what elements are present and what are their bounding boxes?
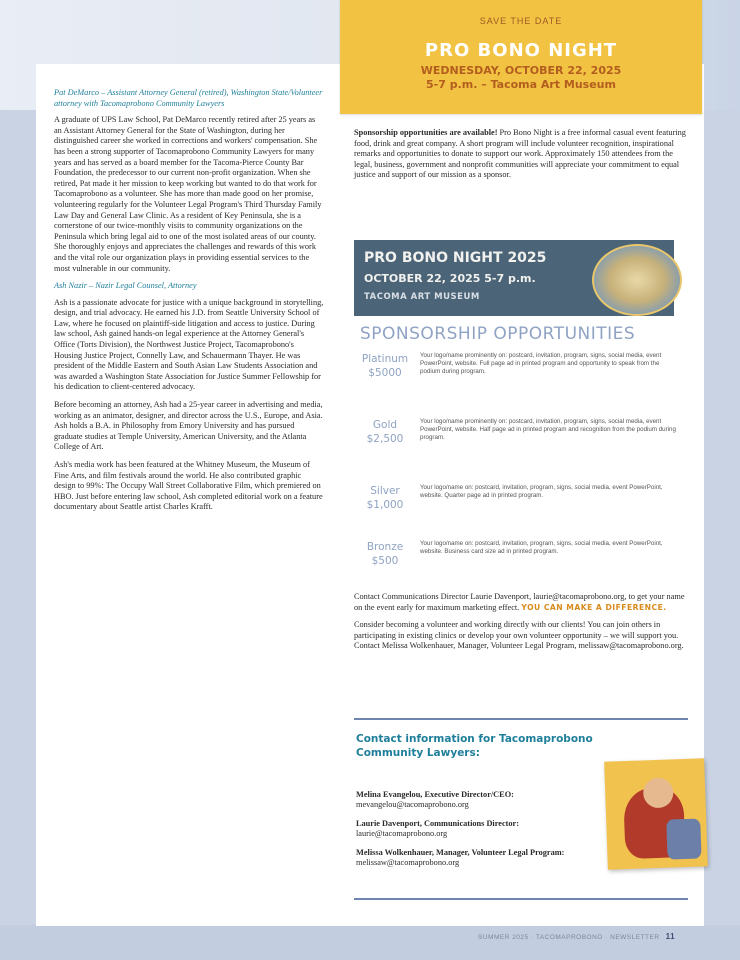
- tier-gold: [360, 418, 676, 478]
- sponsorship-intro-lead: Sponsorship opportunities are available!: [354, 128, 498, 137]
- contact-email[interactable]: mevangelou@tacomaprobono.org: [356, 800, 469, 810]
- tier-label: Bronze $500: [366, 541, 404, 567]
- pbn-graphic-date: OCTOBER 22, 2025 5-7 p.m.: [364, 272, 536, 285]
- volunteer-invite-paragraph: Consider becoming a volunteer and working directly with our clients! You can join others in participating in existing clinics or develop your own volunteer opportunity – we will support you. Contact Melissa Wolkenhauer, Manager, Volunteer Legal Program, melissaw@tacomaprobono.org.: [354, 620, 684, 651]
- contact-item: [356, 819, 602, 840]
- volunteer-bio-nazir-1: Ash is a passionate advocate for justice with a unique background in storytelling, design, and trial advocacy. He earned his J.D. from Seattle University School of Law, where he focused on plaintiff-side litigation and access to justice. During law school, Ash gained hands-on legal experience at the Attorney General's Office (Torts Division), the Northwest Justice Project, Tacomaprobono's Housing Justice Project, Connelly Law, and Schauermann Thayer. He was president of the Middle Eastern and South Asian Law Students Association and was awarded a Washington State Association for Justice Summer Fellowship for his dedication to client-centered advocacy.: [54, 297, 324, 392]
- sponsor-contact-text: Contact Communications Director Laurie Davenport, laurie@tacomaprobono.org, to get your name on the event early for maximum marketing effect.: [354, 592, 685, 612]
- left-column: [54, 88, 324, 520]
- tier-platinum: [360, 352, 676, 412]
- right-column: [354, 128, 688, 188]
- divider-top: [354, 718, 688, 720]
- contact-item: [356, 790, 602, 811]
- divider-bottom: [354, 898, 688, 900]
- volunteer-heading-nazir: Ash Nazir – Nazir Legal Counsel, Attorney: [54, 281, 197, 291]
- contact-email[interactable]: melissaw@tacomaprobono.org: [356, 858, 460, 868]
- page-number: 11: [665, 932, 676, 941]
- volunteer-bio-nazir-2: Before becoming an attorney, Ash had a 25-year career in advertising and media, working as an animator, designer, and director across the U.S., Europe, and Asia. Ash holds a B.A. in Philosophy from Emory University and has pursued graduate studies at Temple University, American University, and the Atlanta College of Art.: [54, 400, 323, 452]
- pro-bono-night-2025-graphic: [354, 240, 674, 316]
- tier-silver: [360, 484, 676, 544]
- banner-time: 5-7 p.m. – Tacoma Art Museum: [426, 78, 616, 91]
- pbn-graphic-title: PRO BONO NIGHT 2025: [364, 250, 547, 266]
- right-column-lower: [354, 592, 688, 659]
- contact-item: [356, 848, 602, 869]
- tier-description: Your logo/name prominently on: postcard, invitation, program, signs, social media, event PowerPoint, website. Half page ad in printed program and recognition from the podium during program.: [420, 418, 676, 442]
- contact-name: Melissa Wolkenhauer, Manager, Volunteer Legal Program:: [356, 847, 565, 857]
- tier-description: Your logo/name prominently on: postcard, invitation, program, signs, social media, event PowerPoint, website. Full page ad in printed program and opportunity to speak from the podium during program.: [420, 352, 662, 376]
- banner-kicker: SAVE THE DATE: [479, 16, 563, 26]
- museum-artwork-image: [592, 244, 682, 316]
- artwork-photo: [604, 758, 708, 869]
- tier-description: Your logo/name on: postcard, invitation, program, signs, social media, event PowerPoint, website. Quarter page ad in printed program.: [420, 484, 663, 500]
- banner-date: WEDNESDAY, OCTOBER 22, 2025: [420, 64, 622, 77]
- volunteer-heading-demarco: Pat DeMarco – Assistant Attorney General (retired), Washington State/Volunteer attorney with Tacomaprobono Community Lawyers: [54, 88, 323, 108]
- sponsorship-intro-body: Pro Bono Night is a free informal casual event featuring food, drink and great company. A short program will include volunteer recognition, inspirational remarks and opportunities to donate to support our work. Approximately 150 attendees from the legal, business, government and nonprofit communities will appreciate your commitment to equal justice and support of our mission as a sponsor.: [354, 128, 686, 180]
- contact-heading: Contact information for Tacomaprobono Community Lawyers:: [356, 733, 593, 759]
- contact-name: Melina Evangelou, Executive Director/CEO:: [356, 790, 514, 799]
- tier-bronze: [360, 540, 676, 600]
- sponsorship-title: SPONSORSHIP OPPORTUNITIES: [360, 324, 636, 344]
- page-background-bottom: [0, 925, 740, 960]
- contact-name: Laurie Davenport, Communications Director:: [356, 818, 519, 828]
- pro-bono-night-banner: [340, 0, 702, 114]
- call-to-action: YOU CAN MAKE A DIFFERENCE.: [521, 602, 667, 612]
- tier-label: Gold $2,500: [366, 419, 404, 445]
- contact-email[interactable]: laurie@tacomaprobono.org: [356, 829, 448, 839]
- volunteer-bio-demarco: A graduate of UPS Law School, Pat DeMarco recently retired after 25 years as an Assistant Attorney General for the State of Washington, during her distinguished career she worked in corrections and workers' compensation. She has been a strong supporter of Tacomaprobono Community Lawyers for many years and has served as a board member for the Tacoma-Pierce County Bar Foundation, the predecessor to our current non-profit organization. When she retired, Pat made it her mission to keep working but wanted to do that work for Tacomaprobono as a volunteer. She has more than made good on her promise, volunteering regularly for the Volunteer Legal Program's Third Thursday Family Law Day and General Law Clinic. As a resident of Key Peninsula, she is a cornerstone of our twice-monthly visits to community organizations on the Peninsula which bring legal aid to one of the most isolated areas of our county. She thoroughly enjoys and appreciates the challenges and rewards of this work and the vital role our organization plays in providing essential services to the most vulnerable in our community.: [54, 115, 322, 273]
- footer-text: SUMMER 2025 · TACOMAPROBONO · NEWSLETTER: [478, 934, 660, 941]
- tier-label: Silver $1,000: [366, 485, 404, 511]
- sponsorship-intro: [354, 128, 688, 181]
- banner-title: PRO BONO NIGHT: [424, 40, 618, 61]
- pbn-graphic-venue: TACOMA ART MUSEUM: [364, 292, 480, 302]
- volunteer-bio-nazir-3: Ash's media work has been featured at the Whitney Museum, the Museum of Fine Arts, and film festivals around the world. He also contributed graphic design to 99%: The Occupy Wall Street Collaborative Film, which premiered on HBO. Just before entering law school, Ash completed editorial work on a feature documentary about Seattle artist Charles Krafft.: [54, 460, 323, 512]
- contact-list: [356, 790, 602, 876]
- page-footer: [478, 932, 675, 941]
- tier-label: Platinum $5000: [361, 353, 409, 379]
- sponsor-contact-paragraph: [354, 592, 688, 613]
- tier-description: Your logo/name on: postcard, invitation, program, signs, social media, event PowerPoint, website. Business card size ad in printed program.: [420, 540, 663, 556]
